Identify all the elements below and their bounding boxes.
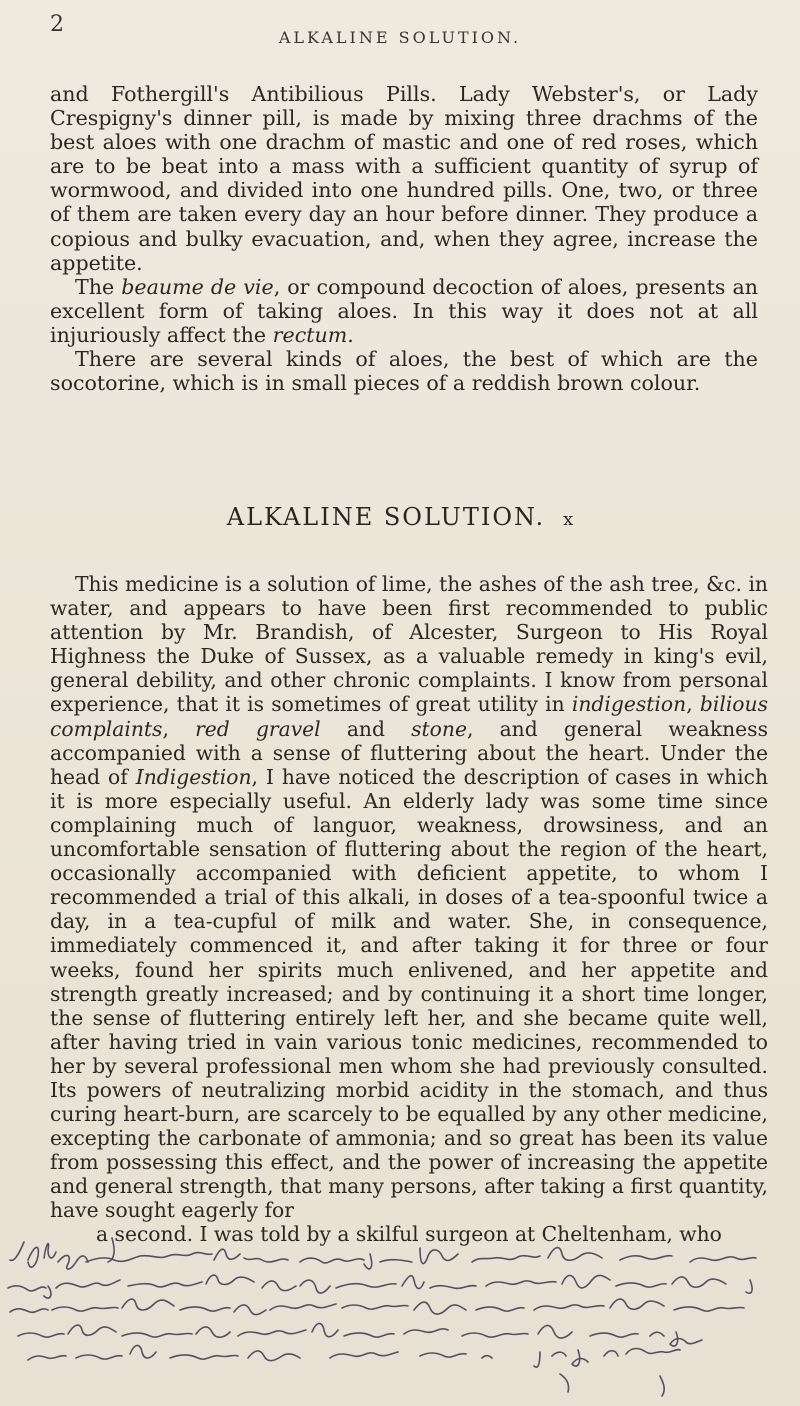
italic-term: red gravel	[195, 716, 321, 741]
italic-term: Indigestion	[135, 764, 252, 789]
handwriting-stroke	[462, 1325, 702, 1346]
handwriting-stroke	[534, 1349, 680, 1368]
handwriting-stroke	[486, 1275, 752, 1293]
handwriting-stroke	[10, 1299, 266, 1315]
handwriting-stroke	[300, 1248, 458, 1269]
handwriting-stroke	[270, 1302, 524, 1314]
page-number: 2	[50, 12, 65, 37]
paragraph-kinds-of-aloes: There are several kinds of aloes, the best of which are the socotorine, which is in small pieces of a reddish brown colour.	[50, 347, 758, 396]
running-head: ALKALINE SOLUTION.	[278, 28, 522, 47]
text-run: The	[75, 274, 122, 299]
final-printed-line: a second. I was told by a skilful surgeon at Cheltenham, who	[96, 1222, 722, 1246]
handwriting-stroke	[248, 1351, 492, 1361]
handwriting-stroke	[472, 1248, 756, 1262]
aloes-section-text	[50, 82, 758, 395]
italic-term: beaume de vie	[121, 274, 274, 299]
handwriting-stroke	[262, 1276, 476, 1293]
text-run: and	[320, 716, 412, 741]
handwritten-annotation	[0, 1228, 800, 1406]
section-title: ALKALINE SOLUTION.	[226, 503, 546, 531]
italic-term: indigestion	[571, 692, 687, 717]
handwriting-stroke	[534, 1299, 744, 1311]
handwriting-stroke	[238, 1323, 448, 1337]
handwriting-stroke	[28, 1244, 88, 1269]
handwriting-stroke	[28, 1345, 238, 1360]
text-run: ,	[686, 692, 700, 717]
handwriting-stroke	[10, 1238, 664, 1396]
paragraph-pills: and Fothergill's Antibilious Pills. Lady Webster's, or Lady Crespigny's dinner pill, is made by mixing three drachms of the best aloes with one drachm of mastic and one of red roses, which are to be beat into a mass with a sufficient quantity of syrup of wormwood, and divided into one hundred pills. One, two, or three of them are taken every day an hour before dinner. They produce a copious and bulky evacuation, and, when they agree, increase the appetite.	[50, 82, 758, 275]
italic-term: rectum.	[272, 322, 354, 347]
italic-term: stone	[411, 716, 467, 741]
alkaline-section-text	[50, 572, 768, 1223]
paragraph-beaume	[50, 275, 758, 347]
handwriting-stroke	[86, 1249, 288, 1262]
italic-term: bilious complaints	[50, 692, 768, 741]
paragraph-alkaline	[50, 572, 768, 1223]
text-run: This medicine is a solution of lime, the ashes of the ash tree, &c. in water, and appears to have been first recommended to public attention by Mr. Brandish, of Alcester, Surgeon to His Royal Highness the Duke of Sussex, as a valuable remedy in king's evil, general debility, and other chronic complaints. I know from personal experience, that it is sometimes of great utility in	[50, 572, 768, 717]
section-heading	[0, 503, 800, 531]
text-run: , and general weakness accompanied with a sense of fluttering about the heart. Under the head of	[50, 716, 768, 789]
margin-mark: x	[563, 509, 574, 530]
text-run: , or compound decoction of aloes, presents an excellent form of taking aloes. In this way it does not at all injuriously affect the	[50, 274, 758, 347]
handwriting-stroke	[18, 1325, 230, 1337]
text-run: , I have noticed the description of cases in which it is more especially useful. An elderly lady was some time since complaining much of languor, weakness, drowsiness, and an uncomfortable sensation of fluttering about the region of the heart, occasionally accompanied with deficient appetite, to whom I recommended a trial of this alkali, in doses of a tea-spoonful twice a day, in a tea-cupful of milk and water. She, in consequence, immediately commenced it, and after taking it for three or four weeks, found her spirits much enlivened, and her appetite and strength greatly increased; and by continuing it a short time longer, the sense of fluttering entirely left her, and she became quite well, after having tried in vain various tonic medicines, recommended to her by several professional men whom she had previously consulted. Its powers of neutralizing morbid acidity in the stomach, and thus curing heart-burn, are scarcely to be equalled by any other medicine, excepting the carbonate of ammonia; and so great has been its value from possessing this effect, and the power of increasing the appetite and general strength, that many persons, after taking a first quantity, have sought eagerly for	[50, 764, 769, 1223]
handwriting-stroke	[8, 1275, 254, 1298]
text-run: ,	[162, 716, 196, 741]
